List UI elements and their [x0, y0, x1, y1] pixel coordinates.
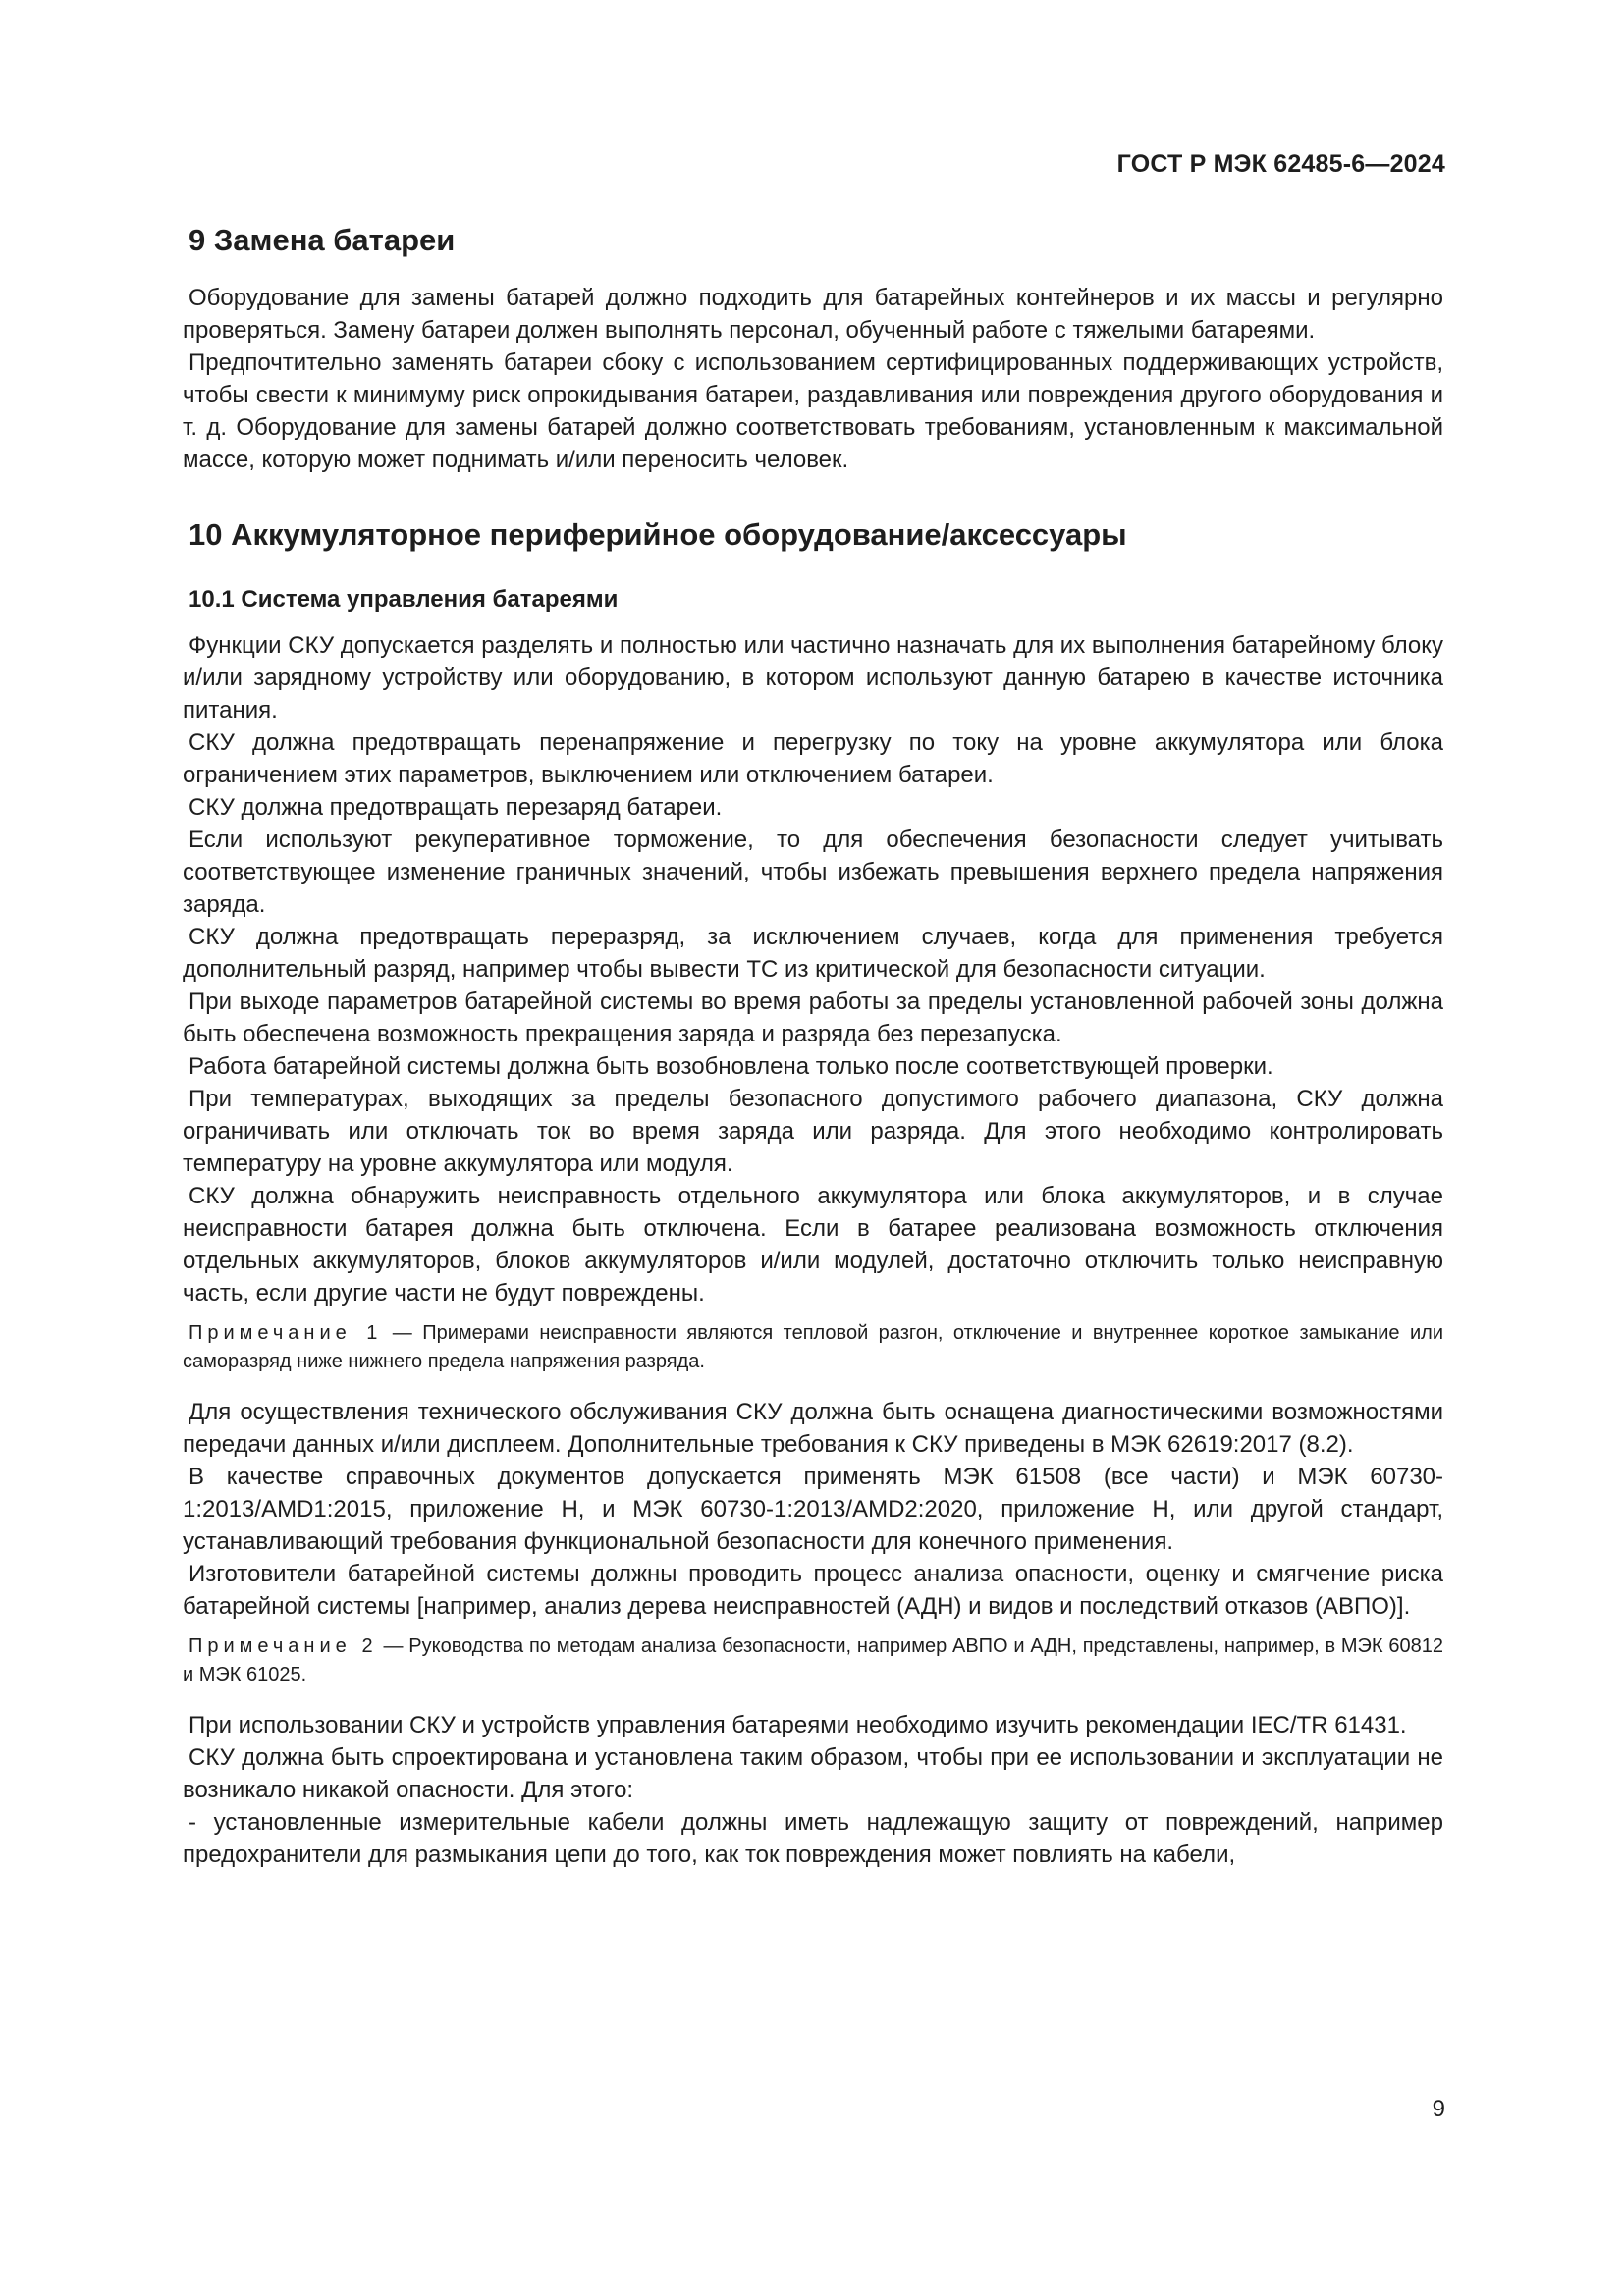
note-2-label: Примечание 2 — [189, 1635, 378, 1657]
subsection-paragraph: При выходе параметров батарейной системы во время работы за пределы установленной рабочей зоны должна быть обеспечена возможность прекращения заряда и разряда без перезапуска. — [183, 988, 1443, 1047]
section-9-title: 9 Замена батареи — [189, 223, 456, 257]
section-9-paragraph: Оборудование для замены батарей должно подходить для батарейных контейнеров и их массы и регулярно проверяться. Замену батареи должен выполнять персонал, обученный работе с тяжелыми батареями. — [183, 285, 1443, 344]
note-1-text: — Примерами неисправности являются тепловой разгон, отключение и внутреннее короткое замыкание или саморазряд ниже нижнего предела напряжения разряда. — [183, 1322, 1443, 1372]
subsection-paragraph: СКУ должна обнаружить неисправность отдельного аккумулятора или блока аккумуляторов, и в случае неисправности батарея должна быть отключена. Если в батарее реализована возможность отключения отдельных аккумуляторов, блоков аккумуляторов и/или модулей, достаточно отключить только неисправную часть, если другие части не будут повреждены. — [183, 1183, 1443, 1307]
subsection-paragraph: Если используют рекуперативное торможение, то для обеспечения безопасности следует учитывать соответствующее изменение граничных значений, чтобы избежать превышения верхнего предела напряжения заряда. — [183, 827, 1443, 918]
subsection-paragraph: При температурах, выходящих за пределы безопасного допустимого рабочего диапазона, СКУ должна ограничивать или отключать ток во время заряда или разряда. Для этого необходимо контролировать температуру на уровне аккумулятора или модуля. — [183, 1086, 1443, 1177]
note-2-text: — Руководства по методам анализа безопасности, например АВПО и АДН, представлены, например, в МЭК 60812 и МЭК 61025. — [183, 1635, 1443, 1685]
subsection-paragraph: СКУ должна предотвращать перезаряд батареи. — [189, 794, 723, 821]
subsection-paragraph: СКУ должна быть спроектирована и установлена таким образом, чтобы при ее использовании и эксплуатации не возникало никакой опасности. Для этого: — [183, 1744, 1443, 1803]
subsection-paragraph: Функции СКУ допускается разделять и полностью или частично назначать для их выполнения батарейному блоку и/или зарядному устройству или оборудованию, в котором используют данную батарею в качестве источника питания. — [183, 632, 1443, 723]
page-number: 9 — [1432, 2096, 1445, 2122]
note-1-label: Примечание 1 — [189, 1322, 383, 1344]
subsection-10-1-title: 10.1 Система управления батареями — [189, 586, 619, 613]
subsection-paragraph: Для осуществления технического обслуживания СКУ должна быть оснащена диагностическими возможностями передачи данных и/или дисплеем. Дополнительные требования к СКУ приведены в МЭК 62619:2017 (8.2). — [183, 1399, 1443, 1458]
note-1 — [183, 1319, 1443, 1376]
list-item: - установленные измерительные кабели должны иметь надлежащую защиту от повреждений, например предохранители для размыкания цепи до того, как ток повреждения может повлиять на кабели, — [183, 1809, 1443, 1868]
section-10-title: 10 Аккумуляторное периферийное оборудование/аксессуары — [189, 517, 1127, 552]
subsection-paragraph: В качестве справочных документов допускается применять МЭК 61508 (все части) и МЭК 60730-1:2013/AMD1:2015, приложение H, и МЭК 60730-1:2013/AMD2:2020, приложение H, или другой стандарт, устанавливающий требования функциональной безопасности для конечного применения. — [183, 1464, 1443, 1555]
section-9-paragraph: Предпочтительно заменять батареи сбоку с использованием сертифицированных поддерживающих устройств, чтобы свести к минимуму риск опрокидывания батареи, раздавливания или повреждения другого оборудования и т. д. Оборудование для замены батарей должно соответствовать требованиям, установленным к максимальной массе, которую может поднимать и/или переносить человек. — [183, 349, 1443, 473]
subsection-paragraph: СКУ должна предотвращать перенапряжение и перегрузку по току на уровне аккумулятора или блока ограничением этих параметров, выключением или отключением батареи. — [183, 729, 1443, 788]
document-body — [183, 221, 1443, 1871]
subsection-paragraph: Изготовители батарейной системы должны проводить процесс анализа опасности, оценку и смягчение риска батарейной системы [например, анализ дерева неисправностей (АДН) и видов и последствий отказов (АВПО)]. — [183, 1561, 1443, 1620]
note-2 — [183, 1632, 1443, 1689]
document-header-id: ГОСТ Р МЭК 62485-6—2024 — [1116, 150, 1445, 178]
subsection-paragraph: Работа батарейной системы должна быть возобновлена только после соответствующей проверки. — [189, 1053, 1273, 1080]
subsection-paragraph: При использовании СКУ и устройств управления батареями необходимо изучить рекомендации IEC/TR 61431. — [189, 1712, 1407, 1738]
subsection-paragraph: СКУ должна предотвращать переразряд, за исключением случаев, когда для применения требуется дополнительный разряд, например чтобы вывести ТС из критической для безопасности ситуации. — [183, 924, 1443, 983]
